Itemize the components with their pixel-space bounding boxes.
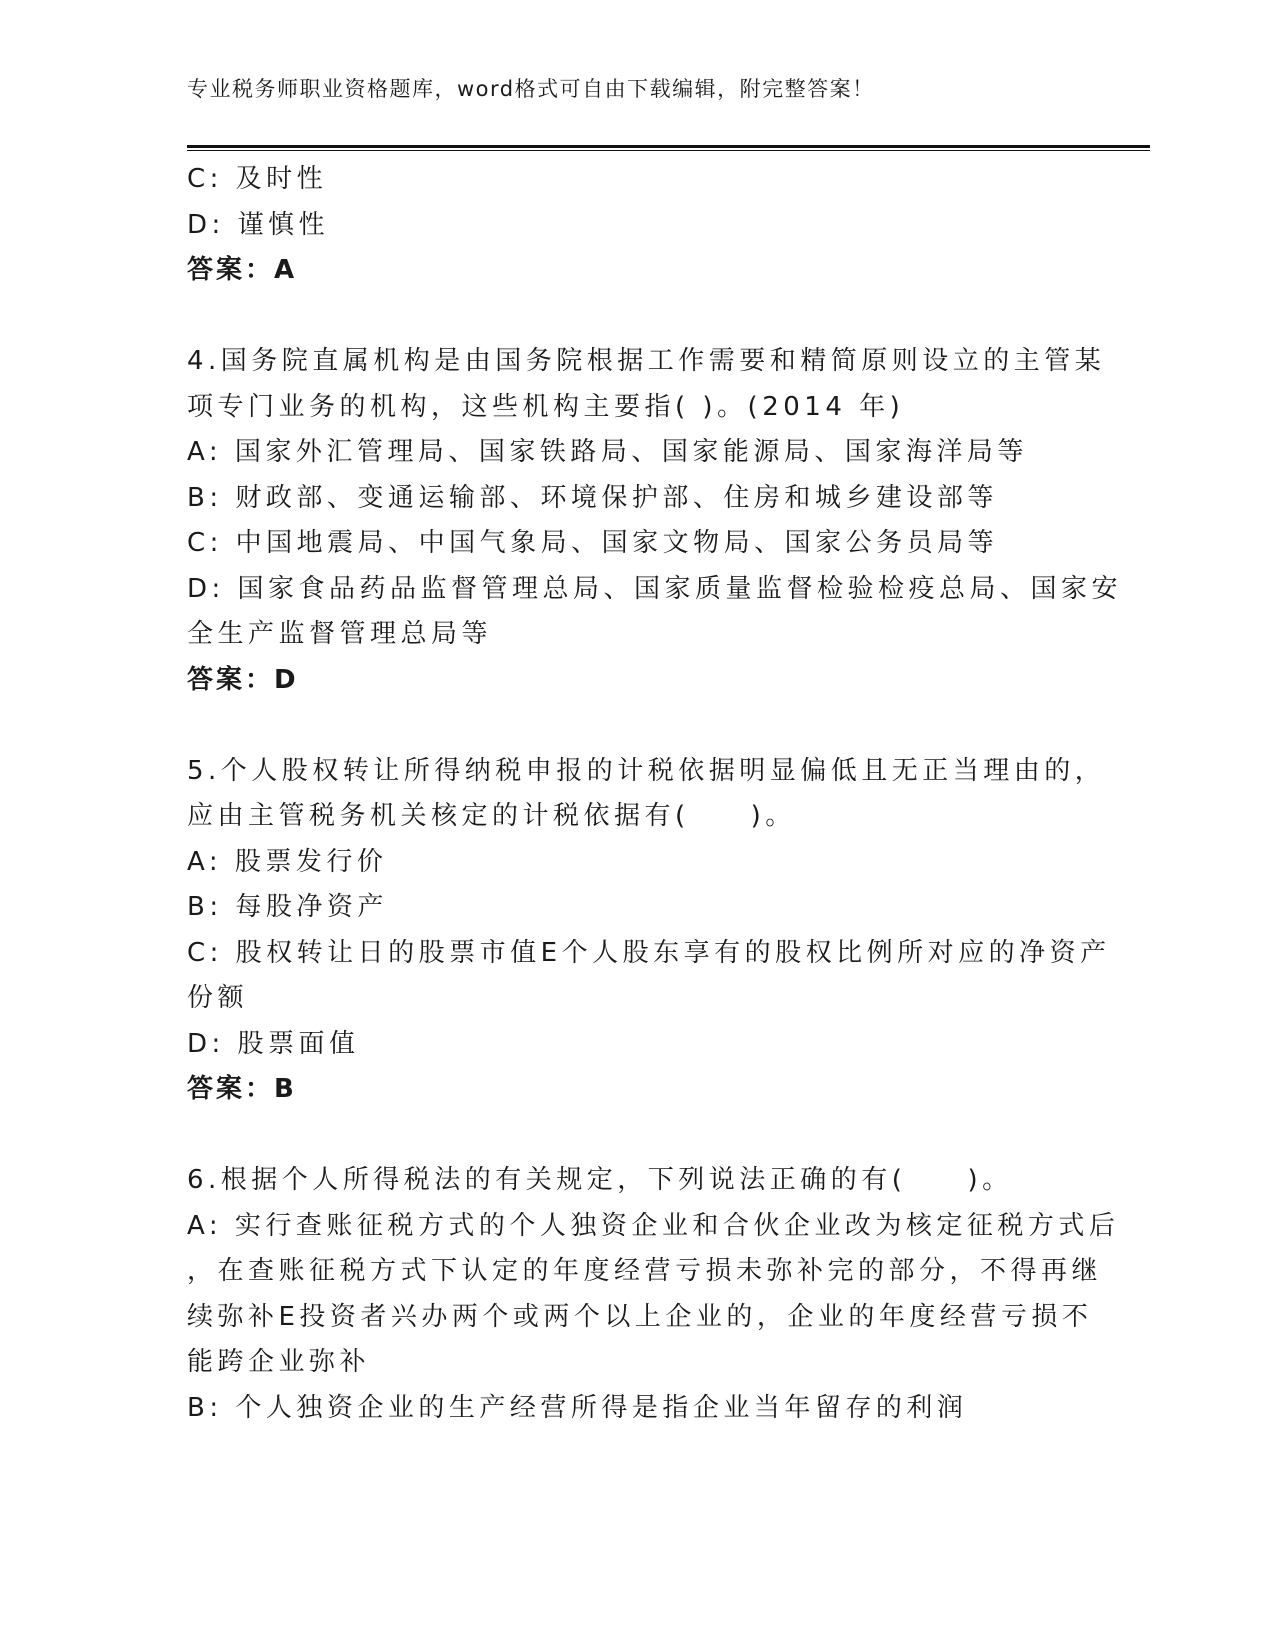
option-a: A: 实行查账征税方式的个人独资企业和合伙企业改为核定征税方式后 — [187, 1210, 1120, 1241]
answer-line: 答案：A — [187, 255, 298, 285]
question-4 — [187, 339, 1123, 703]
page-header: 专业税务师职业资格题库，word格式可自由下载编辑，附完整答案！ — [187, 77, 875, 101]
spacer — [187, 703, 1087, 749]
question-5 — [187, 749, 1111, 1113]
answer-line: 答案：D — [187, 664, 299, 695]
answer-line: 答案：B — [187, 1074, 297, 1104]
option-c: C: 中国地震局、中国气象局、国家文物局、国家公务员局等 — [187, 528, 999, 558]
header-rule-thick — [187, 145, 1150, 148]
question-6 — [187, 1158, 1120, 1431]
option-line: D: 谨慎性 — [187, 209, 330, 240]
option-b: B: 财政部、变通运输部、环境保护部、住房和城乡建设部等 — [187, 482, 998, 513]
question-stem: 应由主管税务机关核定的计税依据有( )。 — [187, 801, 796, 831]
option-b: B: 每股净资产 — [187, 892, 388, 922]
option-a-cont: 能跨企业弥补 — [187, 1347, 371, 1377]
option-d: D: 国家食品药品监督管理总局、国家质量监督检验检疫总局、国家安 — [187, 573, 1123, 604]
question-stem: 4.国务院直属机构是由国务院根据工作需要和精简原则设立的主管某 — [187, 346, 1106, 376]
option-c: C: 股权转让日的股票市值E个人股东享有的股权比例所对应的净资产 — [187, 937, 1111, 968]
question-stem: 项专门业务的机构，这些机构主要指( )。(2014 年) — [187, 391, 905, 422]
option-line: C: 及时性 — [187, 164, 328, 194]
option-a: A: 股票发行价 — [187, 846, 388, 877]
option-b: B: 个人独资企业的生产经营所得是指企业当年留存的利润 — [187, 1392, 968, 1423]
option-a: A: 国家外汇管理局、国家铁路局、国家能源局、国家海洋局等 — [187, 437, 1028, 467]
question-stem: 6.根据个人所得税法的有关规定，下列说法正确的有( )。 — [187, 1165, 1013, 1195]
question-stem: 5.个人股权转让所得纳税申报的计税依据明显偏低且无正当理由的， — [187, 755, 1106, 786]
header-rule-thin — [187, 150, 1150, 151]
question-content — [187, 157, 1123, 1431]
spacer — [187, 1113, 1087, 1159]
option-d: D: 股票面值 — [187, 1028, 360, 1059]
option-c-cont: 份额 — [187, 983, 249, 1013]
option-a-cont: ，在查账征税方式下认定的年度经营亏损未弥补完的部分，不得再继 — [187, 1256, 1103, 1286]
option-a-cont: 续弥补E投资者兴办两个或两个以上企业的，企业的年度经营亏损不 — [187, 1301, 1093, 1332]
option-d-cont: 全生产监督管理总局等 — [187, 619, 493, 649]
spacer — [187, 294, 1087, 340]
